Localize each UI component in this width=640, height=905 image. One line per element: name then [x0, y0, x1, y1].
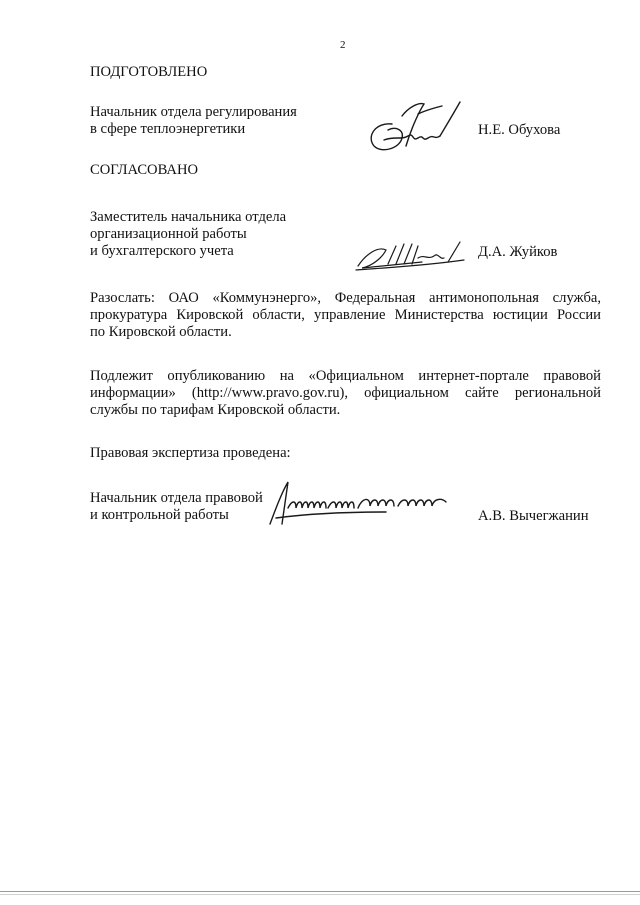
legal-review-statement: Правовая экспертиза проведена: [90, 445, 291, 461]
legal-review-position-line2: и контрольной работы [90, 507, 229, 523]
agreed-position-line2: организационной работы [90, 226, 247, 242]
agreed-name: Д.А. Жуйков [478, 244, 558, 260]
scan-edge-line-secondary [0, 894, 640, 895]
scan-edge-line [0, 891, 640, 892]
distribution-line2: прокуратура Кировской области, управление Министерства юстиции России [90, 307, 601, 323]
distribution-paragraph [90, 290, 601, 341]
signature-vychegzhanin [266, 478, 466, 528]
signature-zhuykov [352, 236, 472, 276]
publication-paragraph [90, 368, 601, 419]
publication-line3: службы по тарифам Кировской области. [90, 402, 341, 418]
publication-line2: информации» (http://www.pravo.gov.ru), официальном сайте региональной [90, 385, 601, 401]
agreed-heading: СОГЛАСОВАНО [90, 162, 199, 178]
signature-obukhova [362, 96, 472, 156]
prepared-position-line1: Начальник отдела регулирования [90, 104, 297, 120]
publication-line1: Подлежит опубликованию на «Официальном интернет-портале правовой [90, 368, 601, 384]
prepared-heading: ПОДГОТОВЛЕНО [90, 64, 208, 80]
legal-review-position-line1: Начальник отдела правовой [90, 490, 263, 506]
agreed-position-line3: и бухгалтерского учета [90, 243, 234, 259]
distribution-line3: по Кировской области. [90, 324, 232, 340]
page-number: 2 [340, 39, 346, 51]
agreed-position-line1: Заместитель начальника отдела [90, 209, 287, 225]
legal-review-name: А.В. Вычегжанин [478, 508, 589, 524]
distribution-line1: Разослать: ОАО «Коммунэнерго», Федеральная антимонопольная служба, [90, 290, 601, 306]
prepared-position-line2: в сфере теплоэнергетики [90, 121, 246, 137]
prepared-name: Н.Е. Обухова [478, 122, 561, 138]
